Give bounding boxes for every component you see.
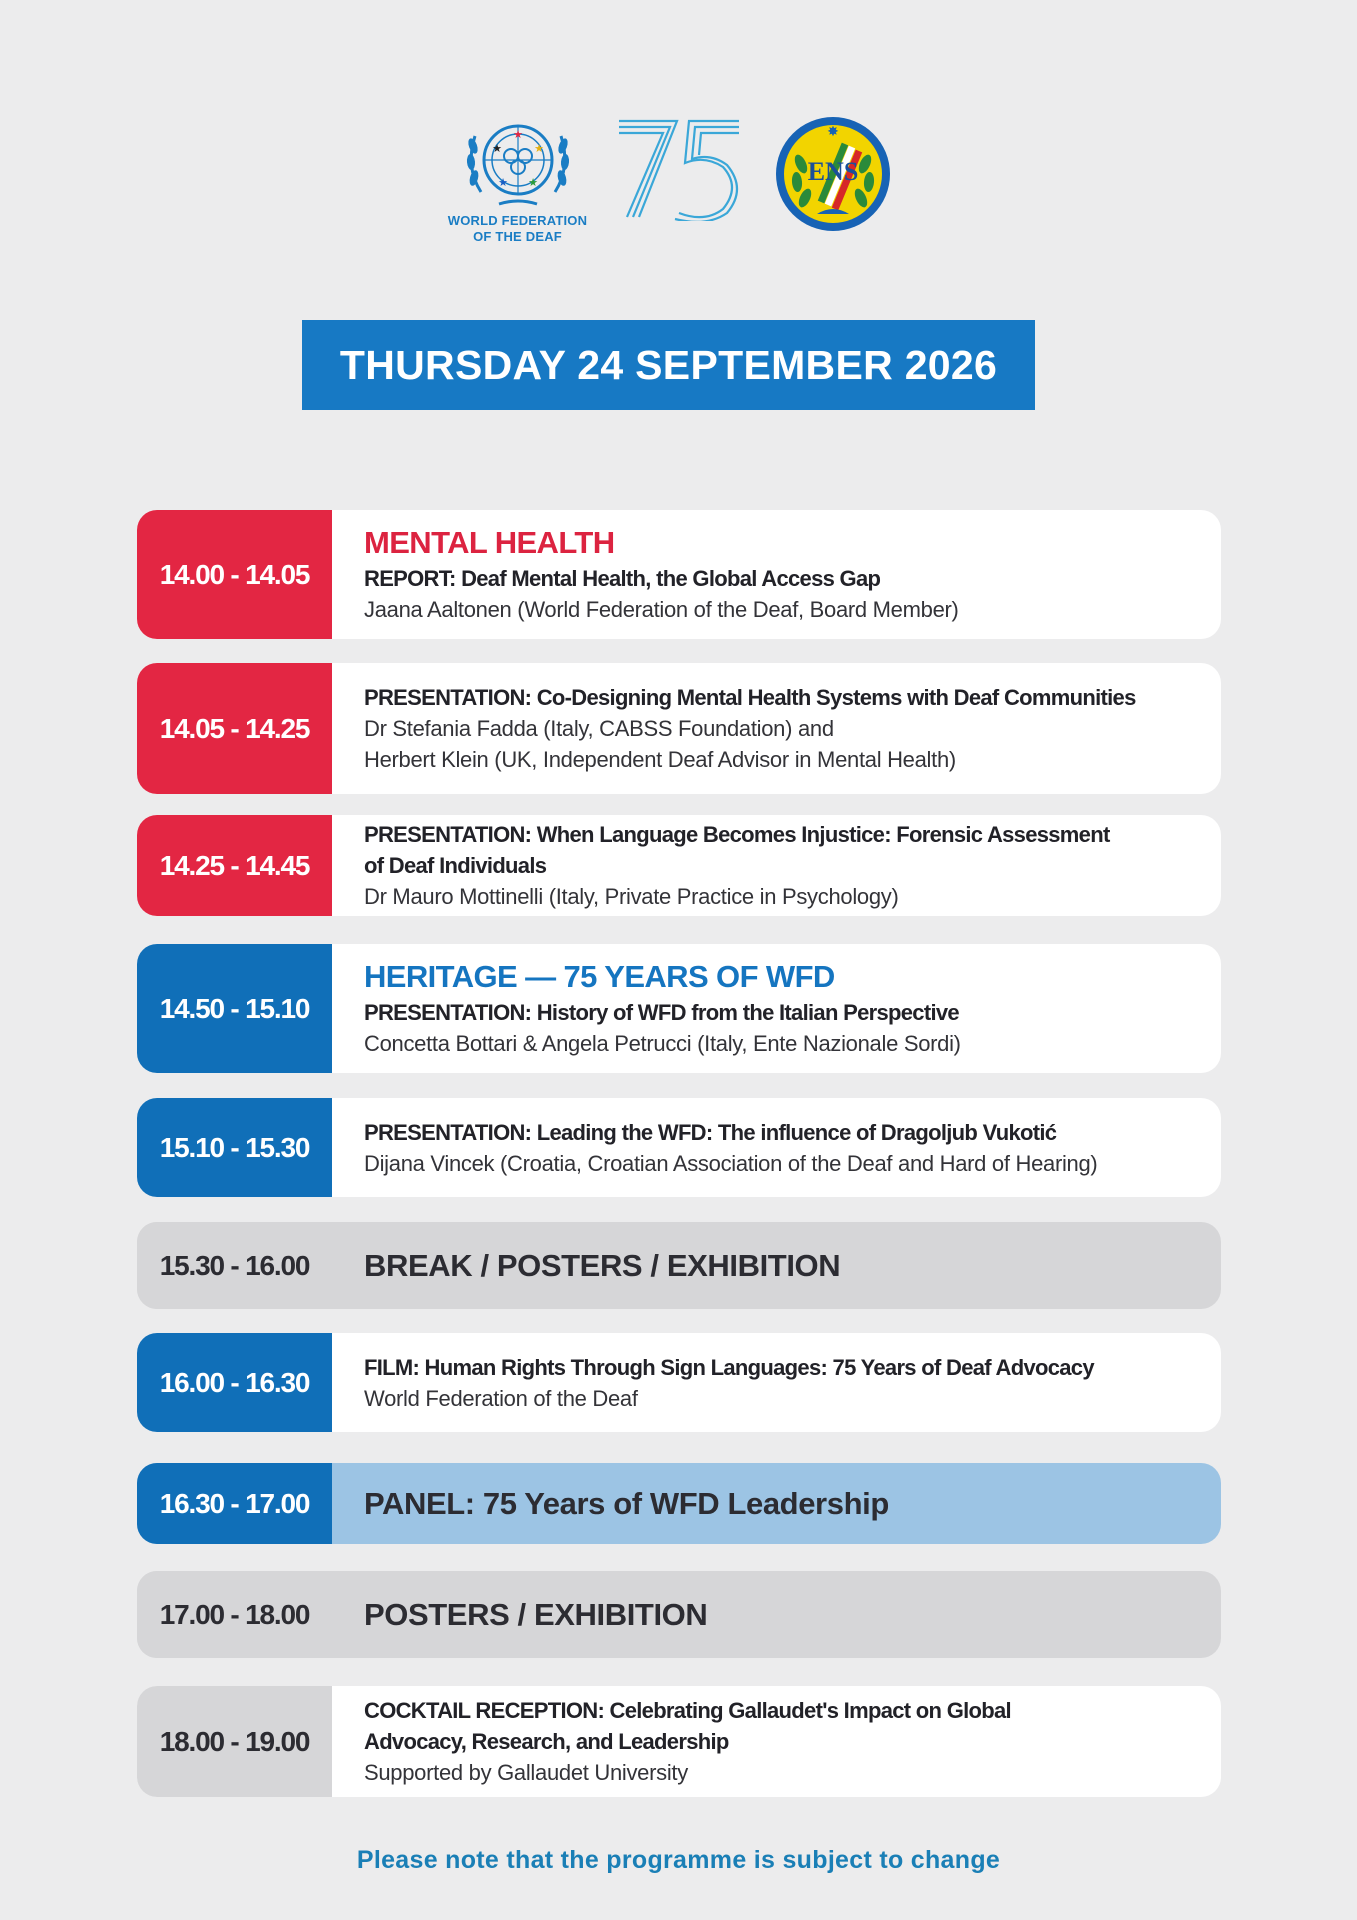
svg-text:★: ★ — [491, 143, 502, 155]
session-title: FILM: Human Rights Through Sign Languages: 75 Years of Deaf Advocacy — [364, 1354, 1094, 1380]
svg-text:★: ★ — [497, 177, 508, 189]
time-slot: 17.00 - 18.00 — [137, 1571, 332, 1658]
session-title: PRESENTATION: Leading the WFD: The influence of Dragoljub Vukotić — [364, 1119, 1057, 1145]
time-slot: 14.50 - 15.10 — [137, 944, 332, 1073]
session-speaker: Herbert Klein (UK, Independent Deaf Advisor in Mental Health) — [364, 747, 956, 772]
footer-note: Please note that the programme is subject to change — [356, 1846, 1001, 1874]
schedule-row — [137, 815, 1221, 916]
schedule-row — [137, 1686, 1221, 1797]
session-speaker: Jaana Aaltonen (World Federation of the Deaf, Board Member) — [364, 596, 959, 622]
session-title: PRESENTATION: History of WFD from the Italian Perspective — [364, 999, 959, 1025]
date-banner: THURSDAY 24 SEPTEMBER 2026 — [302, 320, 1035, 410]
wfd-logo — [445, 112, 590, 244]
time-slot: 14.05 - 14.25 — [137, 663, 332, 794]
session-title-line: COCKTAIL RECEPTION: Celebrating Gallaudet's Impact on Global — [364, 1698, 1011, 1723]
session-speaker: Dijana Vincek (Croatia, Croatian Association of the Deaf and Hard of Hearing) — [364, 1150, 1098, 1176]
session-content — [332, 1571, 1221, 1658]
session-speaker: Dr Mauro Mottinelli (Italy, Private Practice in Psychology) — [364, 884, 899, 909]
time-slot: 15.10 - 15.30 — [137, 1098, 332, 1197]
session-title: PRESENTATION: Co-Designing Mental Health Systems with Deaf Communities — [364, 685, 1136, 710]
schedule-row-break — [137, 1222, 1221, 1309]
section-heading: MENTAL HEALTH — [364, 524, 615, 560]
session-content — [332, 1222, 1221, 1309]
session-title-line: of Deaf Individuals — [364, 853, 547, 878]
session-content — [332, 1686, 1221, 1797]
session-content — [332, 944, 1221, 1073]
time-slot: 14.00 - 14.05 — [137, 510, 332, 639]
session-content — [332, 815, 1221, 916]
panel-label: PANEL: 75 Years of WFD Leadership — [364, 1485, 889, 1521]
section-heading: HERITAGE — 75 YEARS OF WFD — [364, 958, 835, 994]
logo-bar — [0, 100, 1357, 260]
time-slot: 16.30 - 17.00 — [137, 1463, 332, 1544]
anniversary-75-icon — [615, 115, 745, 221]
session-content — [332, 1463, 1221, 1544]
anniversary-number: 75 — [615, 115, 617, 116]
session-speaker: World Federation of the Deaf — [364, 1385, 638, 1411]
session-title: REPORT: Deaf Mental Health, the Global Access Gap — [364, 565, 881, 591]
wfd-caption-line1: WORLD FEDERATION — [447, 213, 588, 228]
ens-emblem-icon — [773, 114, 893, 234]
time-slot: 16.00 - 16.30 — [137, 1333, 332, 1432]
session-content — [332, 663, 1221, 794]
session-content — [332, 1333, 1221, 1432]
anniversary-75-logo — [615, 115, 745, 226]
session-title-line: Advocacy, Research, and Leadership — [364, 1729, 729, 1754]
posters-label: POSTERS / EXHIBITION — [364, 1596, 708, 1632]
time-slot: 14.25 - 14.45 — [137, 815, 332, 916]
schedule-row — [137, 663, 1221, 794]
wfd-emblem-icon — [459, 112, 577, 212]
svg-text:★: ★ — [512, 129, 523, 141]
svg-text:✸: ✸ — [827, 123, 839, 139]
schedule-row — [137, 1098, 1221, 1197]
session-content — [332, 510, 1221, 639]
session-speaker: Concetta Bottari & Angela Petrucci (Italy, Ente Nazionale Sordi) — [364, 1030, 961, 1056]
session-title-line: PRESENTATION: When Language Becomes Injustice: Forensic Assessment — [364, 822, 1110, 847]
schedule-row-panel — [137, 1463, 1221, 1544]
wfd-caption-line2: OF THE DEAF — [473, 229, 562, 244]
time-slot: 18.00 - 19.00 — [137, 1686, 332, 1797]
schedule-row — [137, 1333, 1221, 1432]
session-content — [332, 1098, 1221, 1197]
schedule-row — [137, 944, 1221, 1073]
time-slot: 15.30 - 16.00 — [137, 1222, 332, 1309]
schedule-row — [137, 510, 1221, 639]
ens-logo — [773, 114, 893, 239]
svg-text:★: ★ — [533, 143, 544, 155]
svg-text:★: ★ — [527, 177, 538, 189]
ens-initials: ENS — [807, 157, 859, 186]
session-speaker: Dr Stefania Fadda (Italy, CABSS Foundation) and — [364, 716, 834, 741]
session-speaker: Supported by Gallaudet University — [364, 1760, 688, 1785]
break-label: BREAK / POSTERS / EXHIBITION — [364, 1247, 841, 1283]
schedule-row-break — [137, 1571, 1221, 1658]
